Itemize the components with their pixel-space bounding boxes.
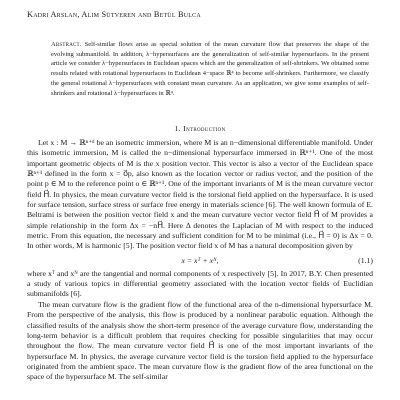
abstract-label: Abstract. <box>51 41 82 48</box>
intro-paragraph-2: where xᵀ and xᴺ are the tangential and normal components of x respectively [5]. In 2017, B.Y. Chen presented a study of various topics in differential geometry associated with the location vector fields of Euclidian submanifolds [6]. <box>27 268 373 299</box>
equation-1-1 <box>27 255 373 266</box>
intro-paragraph-3: The mean curvature flow is the gradient flow of the functional area of the n-dimensional hypersurface M. From the perspective of the analysis, this flow is produced by a nonlinear parabolic equation. Although the classified results of the analysis show the short-term presence of the average curvature flow, understanding the long-term behavior is a difficult problem that requires checking for possible singularities that may occur throughout the flow. The mean curvature vector field H⃗ is one of the most important invariants of the hypersurface M. In physics, the average curvature vector field is the torsion field applied to the hypersurface originated from the ambient space. The mean curvature flow is the gradient flow of the area functional on the space of the hypersurface M. The self-similar <box>27 299 373 382</box>
equation-expression: x = xᵀ + xᴺ, <box>181 255 219 265</box>
section-title: 1. Introduction <box>174 124 226 133</box>
abstract-text: Self-similar flows arise as special solution of the mean curvature flow that preserves the shape of the evolving submanifold. In addition, λ−hypersurfaces are the generalization of self-similar hypersurfaces. In the present article we consider λ−hypersurfaces in Euclidean spaces which are the generalization of self-shrinkers. We obtained some results related with rotational hypersurfaces in Euclidean 4−space ℝ⁴ to become self-shrinkers. Furthermore, we classify the general rotational λ−hypersurfaces with constant mean curvature. As an application, we give some examples of self-shrinkers and rotational λ−hypersurfaces in ℝ⁴. <box>51 41 370 97</box>
author-line: Kadri Arslan, Alim Sütveren and Betül Bulca <box>27 10 201 19</box>
page-bottom-edge <box>0 392 400 400</box>
running-head <box>27 0 373 4</box>
document-page <box>27 0 373 400</box>
abstract <box>51 40 369 98</box>
intro-paragraph-1: Let x : M → ℝⁿ⁺ᵈ be an isometric immersion, where M is an n−dimensional differentiable manifold. Under this isometric immersion, M is called the n−dimensional hypersurface immersed in ℝⁿ⁺¹. One of the most important geometric objects of M is the x position vector. This vector is also a vector of the Euclidean space ℝⁿ⁺¹ defined in the form x = o⃗p, also known as the location vector or radius vector, and the position of the point p ∈ M to the reference point o ∈ ℝⁿ⁺¹. One of the important invariants of M is the mean curvature vector field H⃗. In physics, the mean curvature vector field is the torsional field applied on the hypersurface. It is used for surface tension, surface stress or surface free energy in materials science [6]. The well known formula of E. Beltrami is between the position vector field x and the mean curvature vector vector field H⃗ of M provides a simple relationship in the form Δx = −nH⃗. Here Δ denotes the Laplacian of M with respect to the induced metric. From this equation, the necessary and sufficient condition for M to be minimal (i.e., H⃗ = 0) is Δx = 0. In other words, M is harmonic [5]. The position vector field x of M has a natural decomposition given by <box>27 138 373 251</box>
equation-number: (1.1) <box>358 255 373 265</box>
introduction-body <box>27 138 373 383</box>
